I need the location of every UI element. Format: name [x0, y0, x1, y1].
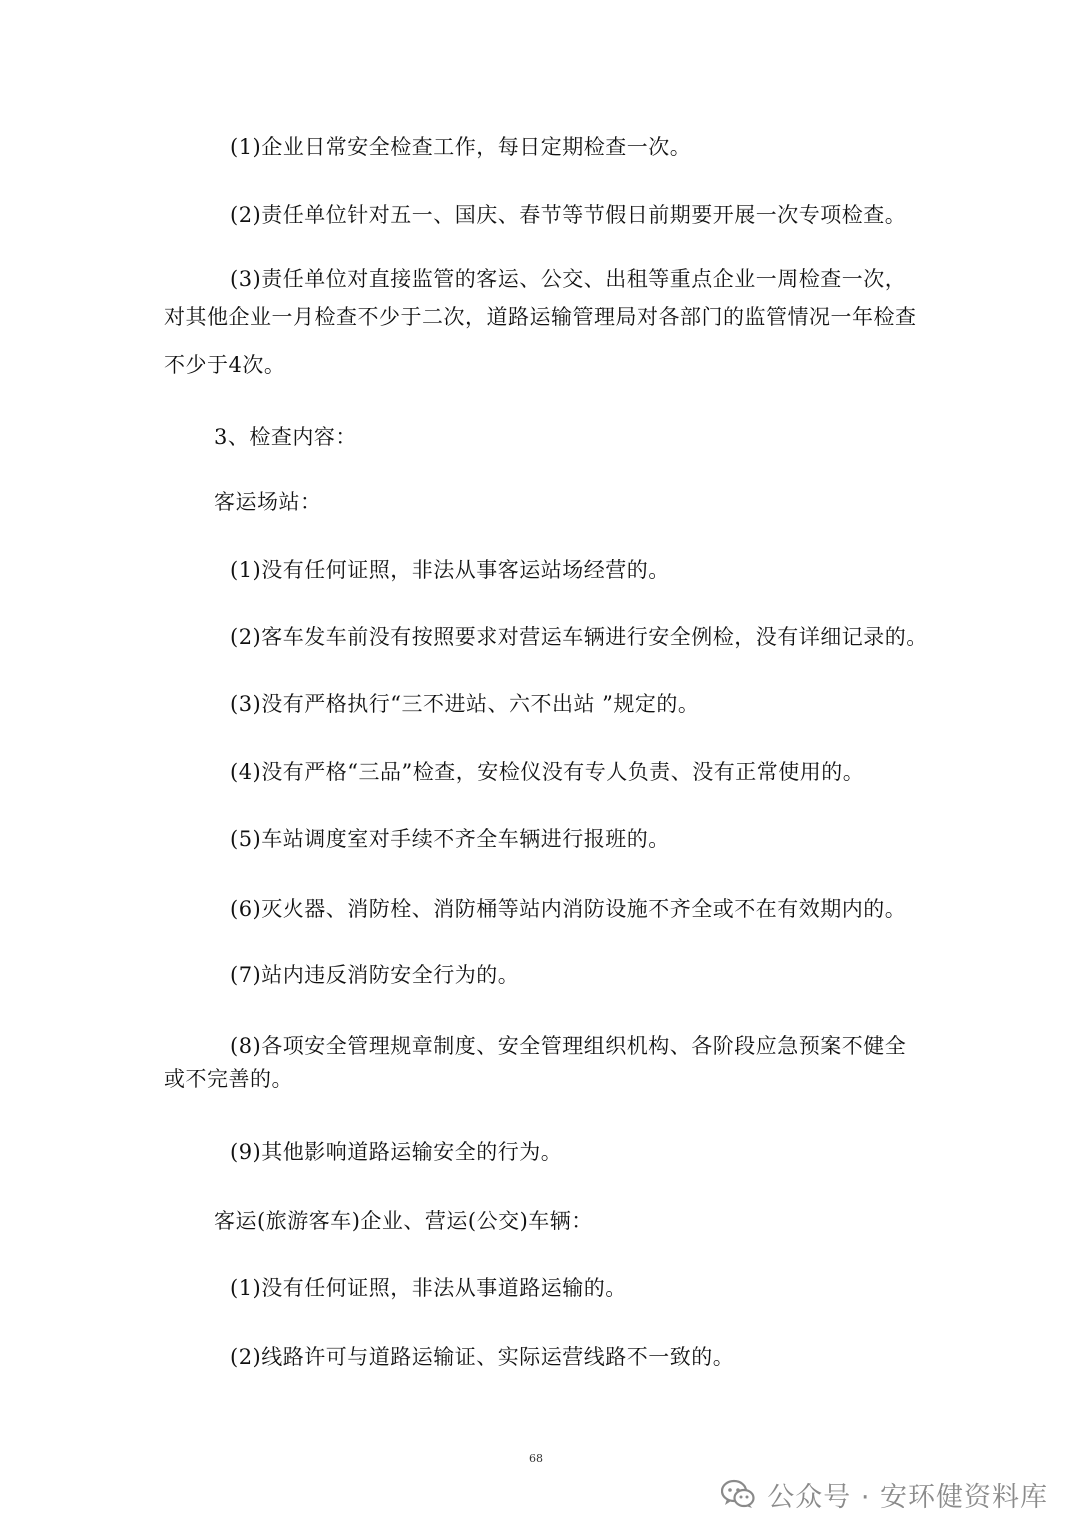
list-item: (9)其他影响道路运输安全的行为。: [230, 1140, 563, 1164]
list-item: (3)没有严格执行“三不进站、六不出站 ”规定的。: [230, 692, 700, 716]
list-item-continuation: 或不完善的。: [164, 1067, 293, 1091]
list-item: (2)客车发车前没有按照要求对营运车辆进行安全例检，没有详细记录的。: [230, 625, 928, 649]
paragraph-line: (1)企业日常安全检查工作，每日定期检查一次。: [230, 135, 692, 159]
list-item: (1)没有任何证照，非法从事道路运输的。: [230, 1276, 627, 1300]
paragraph-line: 不少于4次。: [164, 353, 286, 377]
wechat-icon: [721, 1479, 755, 1509]
paragraph-line: (3)责任单位对直接监管的客运、公交、出租等重点企业一周检查一次，: [230, 267, 907, 291]
section-heading: 3、检查内容：: [214, 425, 357, 449]
page-number: 68: [529, 1452, 543, 1465]
list-item: (7)站内违反消防安全行为的。: [230, 963, 520, 987]
paragraph-line: 对其他企业一月检查不少于二次，道路运输管理局对各部门的监管情况一年检查: [164, 305, 917, 329]
watermark-text: 公众号 · 安环健资料库: [767, 1481, 1048, 1513]
list-item: (1)没有任何证照，非法从事客运站场经营的。: [230, 558, 670, 582]
subsection-heading: 客运场站：: [214, 490, 322, 514]
watermark: [721, 1474, 1048, 1514]
list-item: (6)灭火器、消防栓、消防桶等站内消防设施不齐全或不在有效期内的。: [230, 897, 907, 921]
list-item: (8)各项安全管理规章制度、安全管理组织机构、各阶段应急预案不健全: [230, 1034, 907, 1058]
list-item: (4)没有严格“三品”检查，安检仪没有专人负责、没有正常使用的。: [230, 760, 865, 784]
subsection-heading: 客运(旅游客车)企业、营运(公交)车辆：: [214, 1209, 593, 1233]
list-item: (2)线路许可与道路运输证、实际运营线路不一致的。: [230, 1345, 735, 1369]
list-item: (5)车站调度室对手续不齐全车辆进行报班的。: [230, 827, 670, 851]
paragraph-line: (2)责任单位针对五一、国庆、春节等节假日前期要开展一次专项检查。: [230, 203, 907, 227]
